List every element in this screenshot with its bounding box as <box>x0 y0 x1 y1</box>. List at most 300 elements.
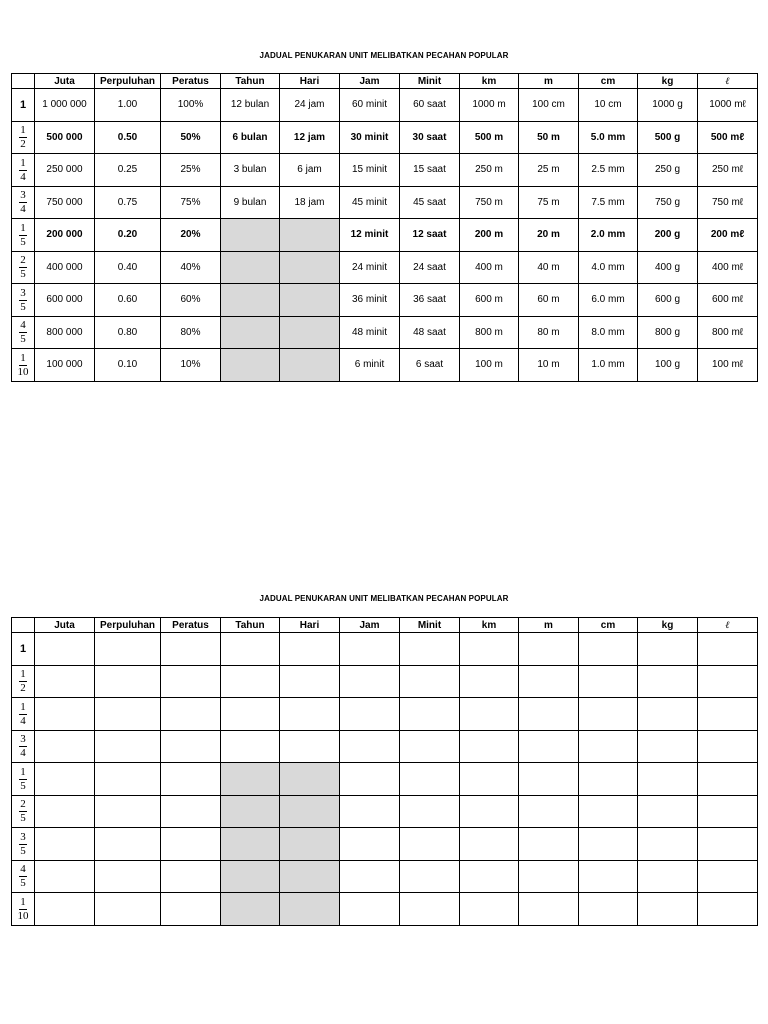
shaded-cell <box>221 316 280 349</box>
table-cell: 1.0 mm <box>579 349 638 382</box>
table-cell: 750 mℓ <box>698 186 758 219</box>
table-cell <box>340 633 400 666</box>
fraction-row-label <box>12 763 35 796</box>
table-cell <box>519 795 579 828</box>
table-cell <box>519 893 579 926</box>
table-cell: 80% <box>161 316 221 349</box>
table-title-filled: JADUAL PENUKARAN UNIT MELIBATKAN PECAHAN POPULAR <box>259 51 509 60</box>
column-header: Tahun <box>221 618 280 633</box>
table-cell: 250 g <box>638 154 698 187</box>
table-cell <box>638 633 698 666</box>
table-cell <box>519 730 579 763</box>
table-row <box>12 251 758 284</box>
table-cell: 250 m <box>460 154 519 187</box>
table-cell <box>638 860 698 893</box>
table-cell: 0.40 <box>95 251 161 284</box>
table-cell <box>400 763 460 796</box>
table-cell <box>95 860 161 893</box>
table-cell <box>161 795 221 828</box>
table-cell <box>579 828 638 861</box>
column-header: Perpuluhan <box>95 618 161 633</box>
fraction-denominator: 4 <box>20 747 26 760</box>
table-cell: 2.0 mm <box>579 219 638 252</box>
table-row <box>12 665 758 698</box>
table-cell <box>35 730 95 763</box>
column-header: Jam <box>340 74 400 89</box>
table-cell: 20 m <box>519 219 579 252</box>
table-cell: 50% <box>161 121 221 154</box>
fraction <box>17 897 30 922</box>
fraction-numerator: 1 <box>20 351 26 364</box>
fraction-numerator: 4 <box>20 319 26 332</box>
table-cell <box>460 860 519 893</box>
table-cell: 8.0 mm <box>579 316 638 349</box>
table-cell <box>698 893 758 926</box>
shaded-cell <box>221 893 280 926</box>
table-cell <box>579 698 638 731</box>
table-cell <box>161 633 221 666</box>
table-cell <box>579 860 638 893</box>
shaded-cell <box>280 284 340 317</box>
fraction-denominator: 4 <box>20 203 26 216</box>
table-cell: 60 saat <box>400 89 460 122</box>
fraction-numerator: 1 <box>20 668 26 681</box>
table-cell: 0.75 <box>95 186 161 219</box>
column-header: Jam <box>340 618 400 633</box>
table-cell: 20% <box>161 219 221 252</box>
table-cell <box>638 893 698 926</box>
fraction <box>19 864 27 889</box>
shaded-cell <box>221 828 280 861</box>
table-cell <box>460 730 519 763</box>
table-cell <box>579 730 638 763</box>
header-row <box>12 618 758 633</box>
table-row <box>12 349 758 382</box>
table-cell: 15 minit <box>340 154 400 187</box>
fraction-numerator: 1 <box>20 895 26 908</box>
column-header: Minit <box>400 618 460 633</box>
header-corner-cell <box>12 618 35 633</box>
table-cell <box>340 665 400 698</box>
table-cell <box>161 828 221 861</box>
fraction-row-label <box>12 828 35 861</box>
shaded-cell <box>280 219 340 252</box>
fraction-numerator: 3 <box>20 830 26 843</box>
fraction <box>19 125 27 150</box>
fraction-row-label: 1 <box>12 633 35 666</box>
column-header: Hari <box>280 74 340 89</box>
table-cell <box>638 828 698 861</box>
column-header: ℓ <box>698 618 758 633</box>
table-cell <box>161 698 221 731</box>
fraction-denominator: 2 <box>20 138 26 151</box>
table-cell: 600 m <box>460 284 519 317</box>
fraction-denominator: 2 <box>20 682 26 695</box>
header-row <box>12 74 758 89</box>
table-cell <box>698 665 758 698</box>
column-header: Juta <box>35 74 95 89</box>
table-cell: 7.5 mm <box>579 186 638 219</box>
table-row <box>12 154 758 187</box>
table-cell <box>460 763 519 796</box>
table-cell <box>579 633 638 666</box>
table-cell: 60 m <box>519 284 579 317</box>
fraction-numerator: 1 <box>20 156 26 169</box>
fraction <box>19 190 27 215</box>
table-cell: 400 mℓ <box>698 251 758 284</box>
table-cell: 10% <box>161 349 221 382</box>
table-cell: 6 saat <box>400 349 460 382</box>
table-cell <box>340 698 400 731</box>
table-cell: 1000 mℓ <box>698 89 758 122</box>
shaded-cell <box>221 795 280 828</box>
table-cell: 800 000 <box>35 316 95 349</box>
table-cell <box>460 665 519 698</box>
column-header: km <box>460 618 519 633</box>
fraction-denominator: 5 <box>20 812 26 825</box>
table-row <box>12 698 758 731</box>
table-cell: 750 g <box>638 186 698 219</box>
table-cell: 200 m <box>460 219 519 252</box>
table-cell: 6 jam <box>280 154 340 187</box>
fraction-row-label <box>12 219 35 252</box>
fraction <box>19 799 27 824</box>
table-cell <box>698 633 758 666</box>
fraction-denominator: 5 <box>20 877 26 890</box>
fraction-numerator: 3 <box>20 733 26 746</box>
table-cell: 5.0 mm <box>579 121 638 154</box>
table-cell <box>519 698 579 731</box>
fraction-row-label <box>12 316 35 349</box>
table-cell: 24 jam <box>280 89 340 122</box>
table-cell <box>35 698 95 731</box>
table-cell: 0.60 <box>95 284 161 317</box>
table-cell: 60% <box>161 284 221 317</box>
column-header: Minit <box>400 74 460 89</box>
shaded-cell <box>280 349 340 382</box>
table-cell: 12 saat <box>400 219 460 252</box>
table-cell: 600 000 <box>35 284 95 317</box>
table-row <box>12 763 758 796</box>
table-cell <box>340 763 400 796</box>
table-cell <box>460 795 519 828</box>
shaded-cell <box>280 860 340 893</box>
column-header: kg <box>638 74 698 89</box>
table-cell: 100 g <box>638 349 698 382</box>
table-cell <box>340 828 400 861</box>
table-cell <box>638 763 698 796</box>
table-row <box>12 186 758 219</box>
table-cell <box>698 763 758 796</box>
table-cell <box>638 698 698 731</box>
fraction-denominator: 4 <box>20 714 26 727</box>
fraction-row-label <box>12 121 35 154</box>
shaded-cell <box>221 251 280 284</box>
shaded-cell <box>280 763 340 796</box>
table-cell <box>35 860 95 893</box>
fraction-row-label <box>12 284 35 317</box>
table-cell: 200 000 <box>35 219 95 252</box>
fraction-row-label <box>12 795 35 828</box>
table-cell <box>221 730 280 763</box>
table-cell: 48 saat <box>400 316 460 349</box>
table-cell: 6.0 mm <box>579 284 638 317</box>
shaded-cell <box>221 284 280 317</box>
table-cell <box>400 633 460 666</box>
table-cell <box>280 698 340 731</box>
table-cell: 1.00 <box>95 89 161 122</box>
table-cell <box>638 795 698 828</box>
fraction-denominator: 5 <box>20 300 26 313</box>
column-header: ℓ <box>698 74 758 89</box>
table-cell: 6 bulan <box>221 121 280 154</box>
table-cell <box>35 763 95 796</box>
table-cell <box>698 795 758 828</box>
fraction-row-label <box>12 154 35 187</box>
table-title-blank: JADUAL PENUKARAN UNIT MELIBATKAN PECAHAN POPULAR <box>259 594 509 603</box>
table-cell: 0.50 <box>95 121 161 154</box>
table-cell: 25% <box>161 154 221 187</box>
table-cell: 4.0 mm <box>579 251 638 284</box>
table-cell <box>161 860 221 893</box>
table-cell: 10 cm <box>579 89 638 122</box>
table-cell: 0.20 <box>95 219 161 252</box>
table-cell: 45 saat <box>400 186 460 219</box>
table-cell <box>161 665 221 698</box>
table-cell <box>161 730 221 763</box>
table-row <box>12 89 758 122</box>
table-cell: 30 minit <box>340 121 400 154</box>
fraction-denominator: 10 <box>17 365 29 378</box>
table-cell: 750 m <box>460 186 519 219</box>
table-row <box>12 284 758 317</box>
table-cell <box>460 633 519 666</box>
table-cell <box>638 730 698 763</box>
column-header: cm <box>579 74 638 89</box>
table-cell <box>400 698 460 731</box>
fraction-row-label <box>12 251 35 284</box>
fraction-row-label <box>12 665 35 698</box>
table-cell: 30 saat <box>400 121 460 154</box>
table-cell: 800 g <box>638 316 698 349</box>
table-cell <box>698 828 758 861</box>
table-cell: 24 saat <box>400 251 460 284</box>
fraction-denominator: 10 <box>17 909 29 922</box>
table-cell <box>638 665 698 698</box>
fraction-denominator: 5 <box>20 235 26 248</box>
table-row <box>12 730 758 763</box>
table-cell <box>698 860 758 893</box>
table-cell: 36 saat <box>400 284 460 317</box>
table-cell: 50 m <box>519 121 579 154</box>
table-row <box>12 316 758 349</box>
shaded-cell <box>280 828 340 861</box>
table-cell <box>460 698 519 731</box>
table-cell <box>698 698 758 731</box>
table-cell: 18 jam <box>280 186 340 219</box>
shaded-cell <box>280 795 340 828</box>
table-cell: 9 bulan <box>221 186 280 219</box>
column-header: Juta <box>35 618 95 633</box>
table-cell: 400 g <box>638 251 698 284</box>
table-cell <box>35 795 95 828</box>
fraction-denominator: 5 <box>20 844 26 857</box>
table-cell: 75% <box>161 186 221 219</box>
table-cell: 15 saat <box>400 154 460 187</box>
table-cell: 1000 g <box>638 89 698 122</box>
table-cell <box>161 893 221 926</box>
table-cell: 100 mℓ <box>698 349 758 382</box>
fraction-numerator: 1 <box>20 221 26 234</box>
column-header: Tahun <box>221 74 280 89</box>
table-cell <box>95 730 161 763</box>
fraction-denominator: 5 <box>20 268 26 281</box>
table-cell <box>95 893 161 926</box>
column-header: cm <box>579 618 638 633</box>
table-cell <box>579 795 638 828</box>
fraction <box>19 767 27 792</box>
table-cell: 100 000 <box>35 349 95 382</box>
fraction <box>19 223 27 248</box>
table-cell: 600 g <box>638 284 698 317</box>
shaded-cell <box>280 893 340 926</box>
table-cell <box>35 828 95 861</box>
fraction-numerator: 2 <box>20 254 26 267</box>
table-row <box>12 219 758 252</box>
fraction <box>19 734 27 759</box>
table-cell: 800 m <box>460 316 519 349</box>
fraction-row-label: 1 <box>12 89 35 122</box>
fraction <box>19 669 27 694</box>
table-cell: 12 jam <box>280 121 340 154</box>
table-cell: 1000 m <box>460 89 519 122</box>
shaded-cell <box>280 251 340 284</box>
header-corner-cell <box>12 74 35 89</box>
table-cell: 500 000 <box>35 121 95 154</box>
fraction <box>19 158 27 183</box>
table-cell <box>221 698 280 731</box>
table-cell <box>400 730 460 763</box>
table-cell: 10 m <box>519 349 579 382</box>
table-cell: 500 g <box>638 121 698 154</box>
table-cell <box>579 763 638 796</box>
table-cell: 80 m <box>519 316 579 349</box>
fraction-numerator: 4 <box>20 863 26 876</box>
table-cell <box>221 665 280 698</box>
shaded-cell <box>221 860 280 893</box>
table-cell: 0.80 <box>95 316 161 349</box>
table-cell <box>519 860 579 893</box>
conversion-table-filled <box>11 73 758 382</box>
table-row <box>12 893 758 926</box>
column-header: Peratus <box>161 618 221 633</box>
column-header: Perpuluhan <box>95 74 161 89</box>
shaded-cell <box>221 763 280 796</box>
table-cell <box>579 893 638 926</box>
table-cell <box>340 795 400 828</box>
table-cell: 500 m <box>460 121 519 154</box>
column-header: km <box>460 74 519 89</box>
table-cell <box>519 763 579 796</box>
fraction-numerator: 3 <box>20 189 26 202</box>
table-cell <box>400 860 460 893</box>
fraction <box>17 353 30 378</box>
table-cell <box>340 893 400 926</box>
table-cell <box>221 633 280 666</box>
table-cell <box>95 665 161 698</box>
table-cell <box>35 665 95 698</box>
fraction-denominator: 5 <box>20 333 26 346</box>
table-cell <box>161 763 221 796</box>
fraction-denominator: 5 <box>20 779 26 792</box>
fraction-row-label <box>12 730 35 763</box>
table-cell: 48 minit <box>340 316 400 349</box>
table-cell: 250 mℓ <box>698 154 758 187</box>
table-cell <box>340 730 400 763</box>
table-cell <box>340 860 400 893</box>
table-cell: 40% <box>161 251 221 284</box>
fraction <box>19 255 27 280</box>
table-cell <box>280 665 340 698</box>
table-row <box>12 121 758 154</box>
table-cell <box>95 795 161 828</box>
fraction-row-label <box>12 893 35 926</box>
fraction-numerator: 1 <box>20 124 26 137</box>
table-cell: 100% <box>161 89 221 122</box>
fraction-row-label <box>12 349 35 382</box>
fraction <box>19 832 27 857</box>
table-cell: 0.10 <box>95 349 161 382</box>
column-header: m <box>519 74 579 89</box>
table-cell: 12 bulan <box>221 89 280 122</box>
fraction-numerator: 3 <box>20 286 26 299</box>
table-cell: 200 mℓ <box>698 219 758 252</box>
table-cell: 100 m <box>460 349 519 382</box>
table-cell <box>95 633 161 666</box>
table-cell <box>579 665 638 698</box>
fraction-row-label <box>12 698 35 731</box>
table-cell <box>519 828 579 861</box>
fraction-row-label <box>12 186 35 219</box>
table-row <box>12 860 758 893</box>
table-cell: 400 m <box>460 251 519 284</box>
table-cell: 100 cm <box>519 89 579 122</box>
table-cell: 60 minit <box>340 89 400 122</box>
shaded-cell <box>280 316 340 349</box>
table-cell: 75 m <box>519 186 579 219</box>
fraction-numerator: 1 <box>20 765 26 778</box>
table-row <box>12 795 758 828</box>
table-cell: 250 000 <box>35 154 95 187</box>
fraction <box>19 288 27 313</box>
table-row <box>12 828 758 861</box>
column-header: Hari <box>280 618 340 633</box>
table-cell: 25 m <box>519 154 579 187</box>
table-cell: 6 minit <box>340 349 400 382</box>
table-cell: 12 minit <box>340 219 400 252</box>
fraction <box>19 702 27 727</box>
table-cell: 0.25 <box>95 154 161 187</box>
fraction-row-label <box>12 860 35 893</box>
fraction-denominator: 4 <box>20 170 26 183</box>
shaded-cell <box>221 219 280 252</box>
conversion-table-blank <box>11 617 758 926</box>
table-cell: 36 minit <box>340 284 400 317</box>
table-cell: 400 000 <box>35 251 95 284</box>
fraction-numerator: 2 <box>20 798 26 811</box>
table-cell: 24 minit <box>340 251 400 284</box>
table-cell <box>280 633 340 666</box>
